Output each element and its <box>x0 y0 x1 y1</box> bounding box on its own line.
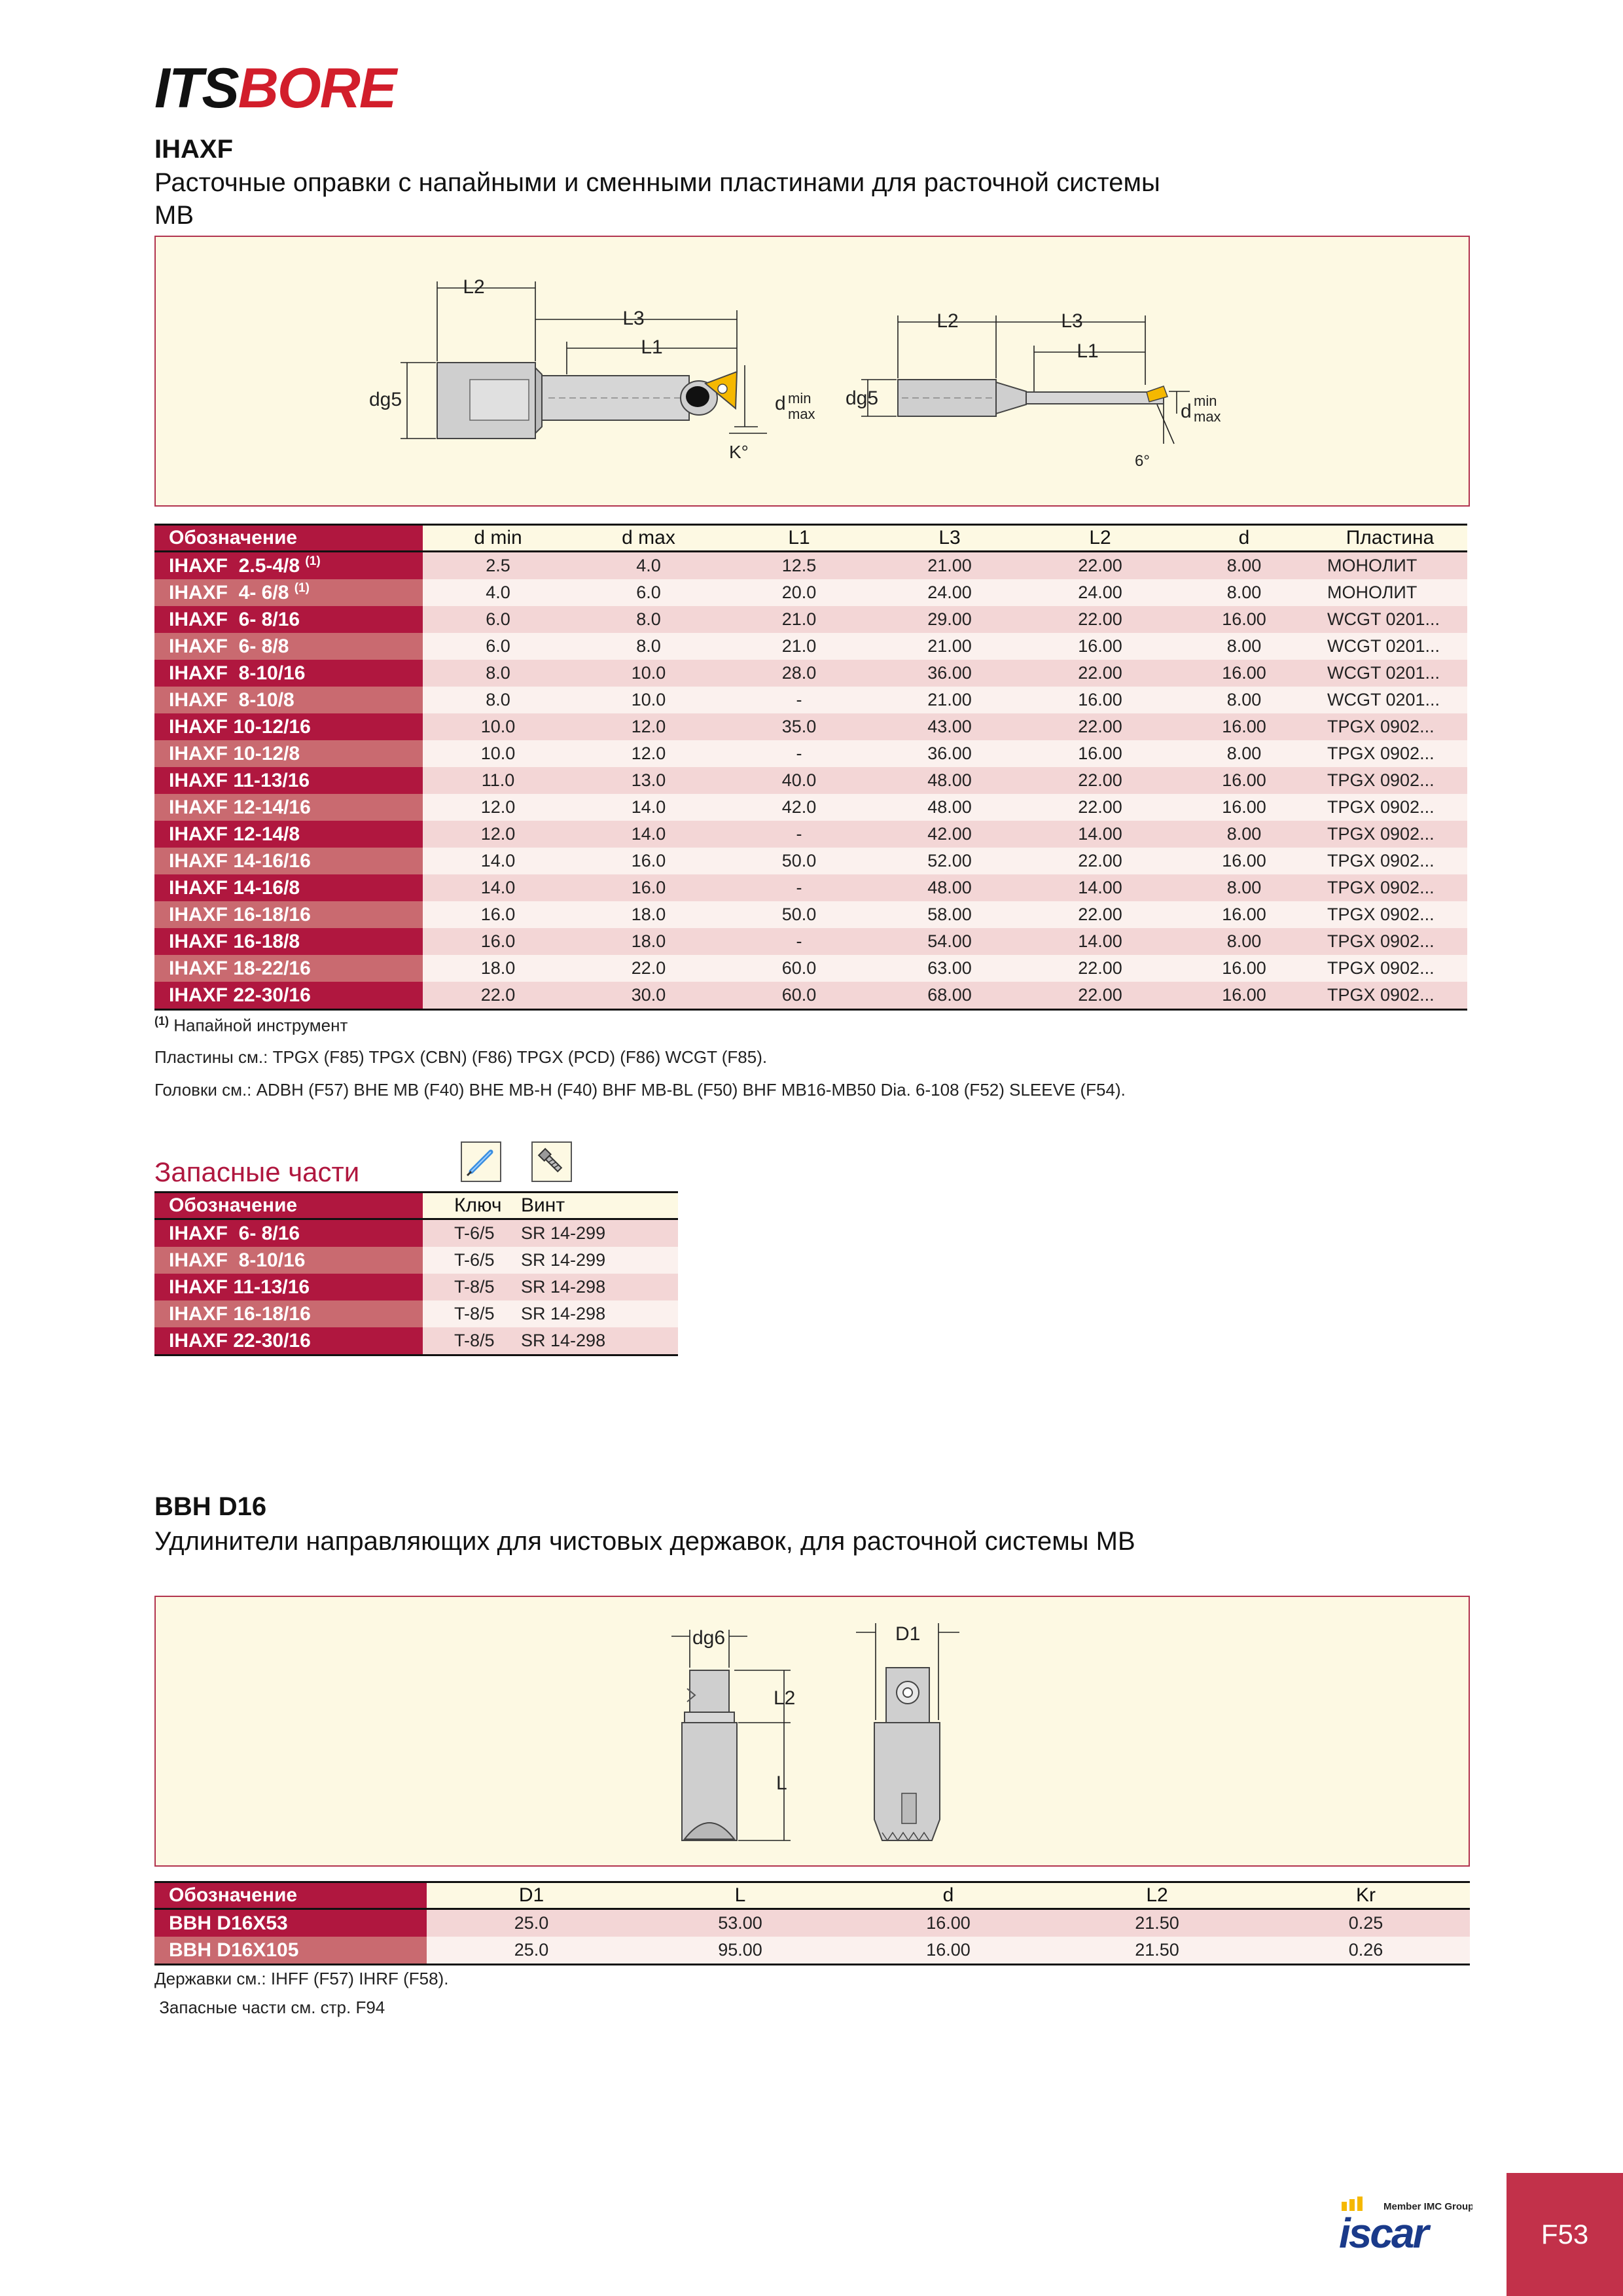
spare-row-designation: IHAXF 6- 8/16 <box>154 1219 423 1247</box>
cell-d: 16.00 <box>1175 848 1313 874</box>
cell-key: T-8/5 <box>423 1327 521 1355</box>
designation-text: IHAXF 16-18/8 <box>169 930 300 952</box>
cell-screw: SR 14-299 <box>521 1219 678 1247</box>
table-row <box>154 821 1467 848</box>
cell-l2: 22.00 <box>1025 660 1175 687</box>
cell-l1: 50.0 <box>724 901 874 928</box>
key-icon <box>461 1141 501 1182</box>
cell-dmax: 18.0 <box>573 928 724 955</box>
cell-d: 8.00 <box>1175 552 1313 580</box>
inserts-note: Пластины см.: TPGX (F85) TPGX (CBN) (F86) TPGX (PCD) (F86) WCGT (F85). <box>154 1047 768 1067</box>
cell-l1: 21.0 <box>724 633 874 660</box>
designation-text: IHAXF 16-18/16 <box>169 903 311 925</box>
cell-l2: 21.50 <box>1052 1937 1262 1965</box>
label-l3-left: L3 <box>622 308 645 329</box>
bbh-table <box>154 1881 1470 1965</box>
cell-l2: 16.00 <box>1025 687 1175 713</box>
bbh-tool-side <box>682 1670 737 1840</box>
cell-insert: WCGT 0201... <box>1313 606 1467 633</box>
cell-screw: SR 14-298 <box>521 1300 678 1327</box>
bbh-col-d1: D1 <box>427 1882 636 1909</box>
cell-l1: - <box>724 740 874 767</box>
cell-insert: WCGT 0201... <box>1313 660 1467 687</box>
cell-l2: 22.00 <box>1025 955 1175 982</box>
cell-kr: 0.26 <box>1262 1937 1470 1965</box>
cell-l1: - <box>724 874 874 901</box>
cell-l1: 12.5 <box>724 552 874 580</box>
cell-insert: TPGX 0902... <box>1313 874 1467 901</box>
label-dmax-right: max <box>1194 408 1221 425</box>
spare-row-designation: IHAXF 11-13/16 <box>154 1274 423 1300</box>
cell-d: 8.00 <box>1175 740 1313 767</box>
cell-l1: 60.0 <box>724 955 874 982</box>
spare-parts-header <box>154 1193 678 1219</box>
row-designation <box>154 579 423 606</box>
table-row <box>154 579 1467 606</box>
ihaxf-tool-small <box>898 380 1168 416</box>
table-row <box>154 982 1467 1010</box>
table-row <box>154 1909 1470 1937</box>
table-row <box>154 1274 678 1300</box>
cell-l3: 42.00 <box>874 821 1025 848</box>
cell-dmax: 18.0 <box>573 901 724 928</box>
designation-text: IHAXF 8-10/8 <box>169 689 294 711</box>
cell-insert: WCGT 0201... <box>1313 687 1467 713</box>
cell-dmin: 4.0 <box>423 579 573 606</box>
cell-insert: МОНОЛИТ <box>1313 552 1467 580</box>
cell-dmin: 10.0 <box>423 713 573 740</box>
cell-dmin: 12.0 <box>423 794 573 821</box>
ihaxf-diagram-box <box>154 236 1470 507</box>
table-row <box>154 740 1467 767</box>
cell-screw: SR 14-298 <box>521 1327 678 1355</box>
cell-d: 8.00 <box>1175 687 1313 713</box>
table-row <box>154 1247 678 1274</box>
cell-l3: 54.00 <box>874 928 1025 955</box>
spare-row-designation: IHAXF 8-10/16 <box>154 1247 423 1274</box>
row-designation <box>154 713 423 740</box>
table-row <box>154 955 1467 982</box>
cell-l1: 40.0 <box>724 767 874 794</box>
designation-text: IHAXF 14-16/8 <box>169 876 300 899</box>
cell-insert: TPGX 0902... <box>1313 767 1467 794</box>
iscar-wordmark: iscar <box>1339 2210 1427 2257</box>
cell-dmax: 30.0 <box>573 982 724 1010</box>
cell-l2: 22.00 <box>1025 982 1175 1010</box>
row-designation <box>154 552 423 580</box>
label-d1: D1 <box>895 1623 921 1645</box>
cell-l2: 22.00 <box>1025 794 1175 821</box>
cell-dmax: 22.0 <box>573 955 724 982</box>
cell-dmin: 8.0 <box>423 687 573 713</box>
table-row <box>154 1300 678 1327</box>
cell-dmin: 8.0 <box>423 660 573 687</box>
cell-l2: 22.00 <box>1025 848 1175 874</box>
bbh-drawing <box>156 1597 1469 1865</box>
cell-d: 8.00 <box>1175 928 1313 955</box>
cell-l1: 28.0 <box>724 660 874 687</box>
cell-d: 8.00 <box>1175 821 1313 848</box>
cell-l2: 14.00 <box>1025 821 1175 848</box>
cell-l2: 22.00 <box>1025 901 1175 928</box>
cell-d: 16.00 <box>844 1909 1052 1937</box>
cell-l3: 48.00 <box>874 767 1025 794</box>
logo-bore-text: BORE <box>238 57 396 120</box>
table-row <box>154 552 1467 580</box>
cell-key: T-6/5 <box>423 1219 521 1247</box>
cell-insert: TPGX 0902... <box>1313 928 1467 955</box>
cell-dmin: 2.5 <box>423 552 573 580</box>
cell-d: 16.00 <box>1175 901 1313 928</box>
logo-its-text: ITS <box>154 57 238 120</box>
designation-text: IHAXF 22-30/16 <box>169 984 311 1006</box>
cell-l3: 21.00 <box>874 633 1025 660</box>
bbh-diagram-box <box>154 1596 1470 1867</box>
cell-l1: - <box>724 687 874 713</box>
col-l2: L2 <box>1025 525 1175 552</box>
cell-l1: - <box>724 928 874 955</box>
cell-dmax: 8.0 <box>573 633 724 660</box>
cell-l3: 58.00 <box>874 901 1025 928</box>
cell-l1: - <box>724 821 874 848</box>
cell-dmin: 12.0 <box>423 821 573 848</box>
section1-code: IHAXF <box>154 135 233 164</box>
cell-dmin: 6.0 <box>423 606 573 633</box>
member-imc-text: Member IMC Group <box>1383 2201 1472 2212</box>
cell-dmin: 11.0 <box>423 767 573 794</box>
cell-l3: 63.00 <box>874 955 1025 982</box>
table-row <box>154 1219 678 1247</box>
table-row <box>154 606 1467 633</box>
label-l3-right: L3 <box>1061 310 1083 332</box>
row-designation <box>154 955 423 982</box>
cell-kr: 0.25 <box>1262 1909 1470 1937</box>
cell-l3: 43.00 <box>874 713 1025 740</box>
designation-text: IHAXF 4- 6/8 <box>169 582 289 603</box>
cell-l2: 22.00 <box>1025 767 1175 794</box>
cell-insert: МОНОЛИТ <box>1313 579 1467 606</box>
label-dg6: dg6 <box>692 1627 726 1649</box>
cell-insert: TPGX 0902... <box>1313 982 1467 1010</box>
spare-parts-table <box>154 1191 678 1356</box>
row-designation <box>154 633 423 660</box>
cell-l2: 22.00 <box>1025 552 1175 580</box>
cell-screw: SR 14-298 <box>521 1274 678 1300</box>
cell-insert: TPGX 0902... <box>1313 821 1467 848</box>
cell-d: 16.00 <box>1175 713 1313 740</box>
row-designation <box>154 606 423 633</box>
designation-text: IHAXF 18-22/16 <box>169 957 311 979</box>
cell-l2: 14.00 <box>1025 928 1175 955</box>
cell-l3: 24.00 <box>874 579 1025 606</box>
cell-dmax: 14.0 <box>573 821 724 848</box>
designation-text: IHAXF 12-14/16 <box>169 796 311 818</box>
cell-l2: 16.00 <box>1025 633 1175 660</box>
cell-dmax: 10.0 <box>573 687 724 713</box>
cell-d: 8.00 <box>1175 579 1313 606</box>
row-designation <box>154 740 423 767</box>
table-row <box>154 928 1467 955</box>
row-designation <box>154 928 423 955</box>
cell-l2: 22.00 <box>1025 606 1175 633</box>
table-row <box>154 901 1467 928</box>
table-row <box>154 874 1467 901</box>
bbh-col-l2: L2 <box>1052 1882 1262 1909</box>
cell-d: 8.00 <box>1175 633 1313 660</box>
label-dg5-right: dg5 <box>846 387 879 409</box>
cell-d1: 25.0 <box>427 1937 636 1965</box>
label-l2-right: L2 <box>936 310 959 332</box>
designation-text: IHAXF 6- 8/8 <box>169 635 289 657</box>
cell-dmax: 16.0 <box>573 874 724 901</box>
cell-l3: 48.00 <box>874 794 1025 821</box>
cell-l2: 24.00 <box>1025 579 1175 606</box>
cell-l2: 21.50 <box>1052 1909 1262 1937</box>
footnote-ref: (1) <box>305 554 321 568</box>
row-designation <box>154 687 423 713</box>
bbh-col-l: L <box>636 1882 844 1909</box>
designation-text: IHAXF 14-16/16 <box>169 850 311 872</box>
bbh-tool-front <box>874 1668 940 1840</box>
label-angle-6: 6° <box>1135 452 1150 470</box>
cell-dmin: 16.0 <box>423 928 573 955</box>
cell-screw: SR 14-299 <box>521 1247 678 1274</box>
cell-l: 53.00 <box>636 1909 844 1937</box>
row-designation <box>154 848 423 874</box>
cell-d: 16.00 <box>1175 767 1313 794</box>
holders-note: Державки см.: IHFF (F57) IHRF (F58). <box>154 1969 449 1988</box>
ihaxf-table <box>154 524 1467 1011</box>
cell-l1: 60.0 <box>724 982 874 1010</box>
cell-insert: WCGT 0201... <box>1313 633 1467 660</box>
label-dmin-left: min <box>788 390 812 406</box>
spare-row-designation: IHAXF 22-30/16 <box>154 1327 423 1355</box>
designation-text: IHAXF 8-10/16 <box>169 662 306 684</box>
cell-key: T-8/5 <box>423 1300 521 1327</box>
table-row <box>154 713 1467 740</box>
screw-icon <box>531 1141 572 1182</box>
label-dmax-left: max <box>788 406 815 422</box>
table-row <box>154 660 1467 687</box>
row-designation <box>154 821 423 848</box>
cell-d: 16.00 <box>1175 955 1313 982</box>
cell-l1: 42.0 <box>724 794 874 821</box>
ihaxf-table-header <box>154 525 1467 552</box>
cell-dmin: 14.0 <box>423 848 573 874</box>
ihaxf-table-body <box>154 552 1467 1010</box>
heads-note: Головки см.: ADBH (F57) BHE MB (F40) BHE MB-H (F40) BHF MB-BL (F50) BHF MB16-MB50 Dia. 6-108 (F52) SLEEVE (F54). <box>154 1080 1126 1100</box>
footnote-text: Напайной инструмент <box>173 1015 348 1035</box>
cell-d1: 25.0 <box>427 1909 636 1937</box>
section2-description: Удлинители направляющих для чистовых державок, для расточной системы MB <box>154 1527 1135 1556</box>
bbh-table-body <box>154 1909 1470 1965</box>
table-row <box>154 687 1467 713</box>
cell-dmax: 10.0 <box>573 660 724 687</box>
col-insert: Пластина <box>1313 525 1467 552</box>
designation-text: IHAXF 12-14/8 <box>169 823 300 845</box>
cell-d: 16.00 <box>1175 982 1313 1010</box>
cell-dmin: 22.0 <box>423 982 573 1010</box>
label-k-angle: K° <box>729 442 749 462</box>
bbh-col-designation: Обозначение <box>154 1882 427 1909</box>
cell-key: T-8/5 <box>423 1274 521 1300</box>
cell-insert: TPGX 0902... <box>1313 794 1467 821</box>
cell-insert: TPGX 0902... <box>1313 901 1467 928</box>
cell-d: 16.00 <box>844 1937 1052 1965</box>
col-dmin: d min <box>423 525 573 552</box>
ihaxf-tool-large <box>437 363 737 439</box>
row-designation <box>154 982 423 1010</box>
cell-d: 8.00 <box>1175 874 1313 901</box>
label-l2-left: L2 <box>463 276 485 298</box>
cell-dmax: 4.0 <box>573 552 724 580</box>
cell-dmax: 13.0 <box>573 767 724 794</box>
designation-text: IHAXF 11-13/16 <box>169 769 310 791</box>
spare-row-designation: IHAXF 16-18/16 <box>154 1300 423 1327</box>
label-dg5-left: dg5 <box>369 389 402 410</box>
table-row <box>154 633 1467 660</box>
col-l1: L1 <box>724 525 874 552</box>
footnote-marker: (1) <box>154 1014 169 1028</box>
cell-d: 16.00 <box>1175 794 1313 821</box>
col-l3: L3 <box>874 525 1025 552</box>
itsbore-logo <box>154 57 396 120</box>
designation-text: IHAXF 6- 8/16 <box>169 608 300 630</box>
row-designation <box>154 767 423 794</box>
cell-dmin: 18.0 <box>423 955 573 982</box>
page-number-text: F53 <box>1541 2219 1589 2250</box>
cell-l3: 29.00 <box>874 606 1025 633</box>
spare-parts-body <box>154 1219 678 1355</box>
spare-col-key: Ключ <box>423 1193 521 1219</box>
label-l1-right: L1 <box>1077 340 1099 362</box>
cell-d: 16.00 <box>1175 660 1313 687</box>
table-row <box>154 794 1467 821</box>
cell-dmax: 14.0 <box>573 794 724 821</box>
col-d: d <box>1175 525 1313 552</box>
bbh-col-d: d <box>844 1882 1052 1909</box>
table-row <box>154 1327 678 1355</box>
row-designation <box>154 660 423 687</box>
spare-col-screw: Винт <box>521 1193 678 1219</box>
row-designation <box>154 901 423 928</box>
cell-insert: TPGX 0902... <box>1313 955 1467 982</box>
cell-l3: 36.00 <box>874 740 1025 767</box>
spare-parts-title: Запасные части <box>154 1157 360 1187</box>
designation-text: IHAXF 10-12/16 <box>169 715 311 738</box>
cell-dmax: 6.0 <box>573 579 724 606</box>
cell-l2: 14.00 <box>1025 874 1175 901</box>
cell-insert: TPGX 0902... <box>1313 713 1467 740</box>
designation-text: IHAXF 10-12/8 <box>169 742 300 764</box>
page-number <box>1507 2173 1623 2296</box>
cell-dmin: 10.0 <box>423 740 573 767</box>
cell-dmax: 8.0 <box>573 606 724 633</box>
section2-code: BBH D16 <box>154 1492 267 1521</box>
ihaxf-drawing <box>156 237 1469 505</box>
cell-l1: 50.0 <box>724 848 874 874</box>
cell-l3: 68.00 <box>874 982 1025 1010</box>
cell-l1: 20.0 <box>724 579 874 606</box>
section1-description: Расточные оправки с напайными и сменными пластинами для расточной системы MB <box>154 168 1160 230</box>
bbh-row-designation: BBH D16X105 <box>154 1937 427 1965</box>
cell-dmin: 14.0 <box>423 874 573 901</box>
cell-l2: 22.00 <box>1025 713 1175 740</box>
footnote-ref: (1) <box>294 581 310 595</box>
bbh-row-designation: BBH D16X53 <box>154 1909 427 1937</box>
cell-key: T-6/5 <box>423 1247 521 1274</box>
cell-dmax: 12.0 <box>573 740 724 767</box>
cell-insert: TPGX 0902... <box>1313 848 1467 874</box>
cell-d: 16.00 <box>1175 606 1313 633</box>
label-d-left: d <box>775 393 786 414</box>
cell-dmax: 16.0 <box>573 848 724 874</box>
designation-text: IHAXF 2.5-4/8 <box>169 555 300 577</box>
footnote <box>154 1014 348 1036</box>
cell-l3: 36.00 <box>874 660 1025 687</box>
label-d-right: d <box>1181 401 1192 422</box>
row-designation <box>154 874 423 901</box>
cell-dmin: 6.0 <box>423 633 573 660</box>
cell-dmax: 12.0 <box>573 713 724 740</box>
cell-l1: 21.0 <box>724 606 874 633</box>
col-designation: Обозначение <box>154 525 423 552</box>
row-designation <box>154 794 423 821</box>
spares-note: Запасные части см. стр. F94 <box>154 1998 385 2017</box>
cell-l3: 21.00 <box>874 552 1025 580</box>
iscar-logo <box>1335 2197 1472 2265</box>
spare-col-designation: Обозначение <box>154 1193 423 1219</box>
bbh-table-header <box>154 1882 1470 1909</box>
cell-insert: TPGX 0902... <box>1313 740 1467 767</box>
cell-l2: 16.00 <box>1025 740 1175 767</box>
cell-l3: 48.00 <box>874 874 1025 901</box>
label-dmin-right: min <box>1194 393 1217 409</box>
table-row <box>154 848 1467 874</box>
cell-l3: 21.00 <box>874 687 1025 713</box>
label-l-bbh: L <box>776 1772 787 1794</box>
cell-l: 95.00 <box>636 1937 844 1965</box>
label-l1-left: L1 <box>641 336 663 358</box>
label-l2-bbh: L2 <box>774 1687 796 1709</box>
table-row <box>154 767 1467 794</box>
col-dmax: d max <box>573 525 724 552</box>
cell-l1: 35.0 <box>724 713 874 740</box>
bbh-col-kr: Kr <box>1262 1882 1470 1909</box>
cell-l3: 52.00 <box>874 848 1025 874</box>
cell-dmin: 16.0 <box>423 901 573 928</box>
table-row <box>154 1937 1470 1965</box>
